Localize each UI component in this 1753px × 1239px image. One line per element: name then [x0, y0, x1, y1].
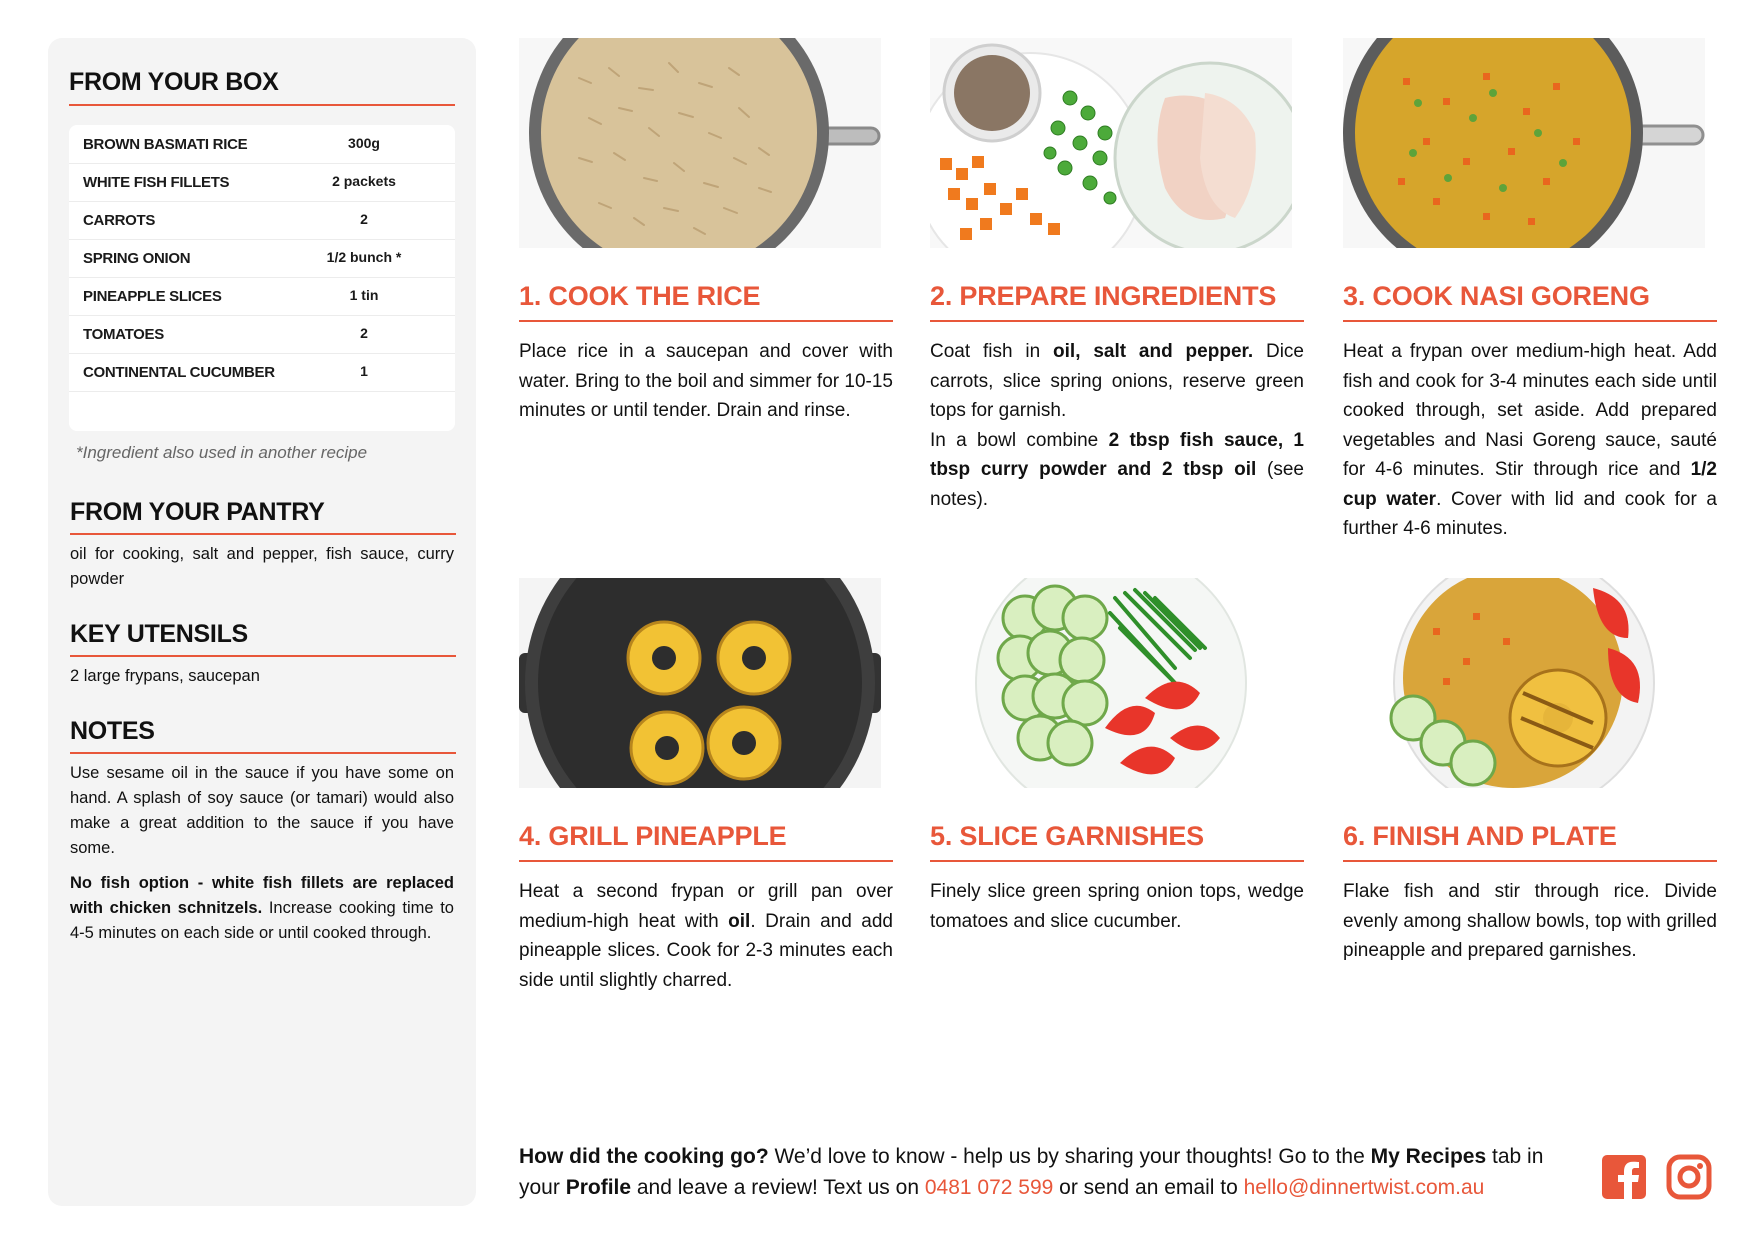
ingredient-name: CARROTS [83, 212, 156, 229]
ingredient-name: TOMATOES [83, 326, 164, 343]
step-2-image [930, 38, 1292, 248]
notes-title: NOTES [70, 717, 155, 745]
ingredient-name: CONTINENTAL CUCUMBER [83, 364, 275, 381]
table-row [69, 201, 455, 240]
step-2-title: 2. PREPARE INGREDIENTS [930, 281, 1277, 311]
table-row [69, 353, 455, 392]
divider [70, 655, 456, 657]
feedback-footer [519, 1141, 1579, 1203]
step-text-bold: 1/2 cup water [1343, 459, 1717, 510]
footnote: *Ingredient also used in another recipe [76, 443, 368, 462]
no-fish-option: No fish option - white fish fillets are replaced with chicken schnitzels. [70, 874, 454, 917]
divider [1343, 320, 1717, 322]
from-your-pantry-title: FROM YOUR PANTRY [70, 498, 325, 526]
divider [69, 104, 455, 106]
footer-text: and leave a review! Text us on [631, 1176, 925, 1199]
footer-text: or send an email to [1053, 1176, 1244, 1199]
divider [519, 860, 893, 862]
step-text-run: Finely slice green spring onion tops, wedge tomatoes and slice cucumber. [930, 881, 1304, 932]
step-text-run: . Drain and add pineapple slices. Cook for 2-3 minutes each side until slightly charred. [519, 910, 893, 991]
step-text-run: . Cover with lid and cook for a further 4-6 minutes. [1343, 488, 1717, 539]
divider [70, 533, 456, 535]
step-text-bold: oil, salt and pepper. [1053, 341, 1254, 362]
step-5-image [930, 578, 1292, 788]
table-row [69, 125, 455, 164]
ingredient-qty: 2 packets [332, 173, 396, 189]
ingredient-qty: 1 [360, 363, 368, 379]
step-4-title: 4. GRILL PINEAPPLE [519, 821, 787, 851]
step-6-title: 6. FINISH AND PLATE [1343, 821, 1617, 851]
step-3-image [1343, 38, 1705, 248]
table-row [69, 239, 455, 278]
divider [70, 752, 456, 754]
step-5-title: 5. SLICE GARNISHES [930, 821, 1204, 851]
step-4-image [519, 578, 881, 788]
step-1-text [519, 337, 893, 426]
divider [930, 860, 1304, 862]
step-5-text [930, 877, 1304, 936]
ingredient-qty: 300g [348, 135, 380, 151]
step-2-text [930, 337, 1304, 514]
table-row [69, 277, 455, 316]
step-3-text [1343, 337, 1717, 544]
utensils-text: 2 large frypans, saucepan [70, 667, 260, 685]
facebook-icon[interactable] [1601, 1154, 1647, 1200]
step-text-run: In a bowl combine [930, 429, 1109, 451]
key-utensils-title: KEY UTENSILS [70, 620, 248, 648]
step-6-image [1343, 578, 1705, 788]
divider [519, 320, 893, 322]
step-text-run: Dice carrots, slice spring onions, reserve green tops for garnish. [930, 341, 1305, 421]
step-text-bold: 2 tbsp fish sauce, 1 tbsp curry powder and 2 tbsp oil [930, 429, 1304, 480]
pantry-text: oil for cooking, salt and pepper, fish sauce, curry powder [70, 545, 454, 588]
from-your-box-title: FROM YOUR BOX [69, 68, 279, 96]
step-text-run: (see notes). [930, 459, 1304, 510]
notes-paragraph: Use sesame oil in the sauce if you have some on hand. A splash of soy sauce (or tamari) would also make a great addition to the sauce if you have some. [70, 764, 454, 857]
step-1-title: 1. COOK THE RICE [519, 281, 761, 311]
footer-text: tab in your [519, 1145, 1544, 1199]
table-row [69, 315, 455, 354]
ingredient-qty: 2 [360, 325, 368, 341]
ingredient-name: BROWN BASMATI RICE [83, 136, 248, 153]
ingredient-qty: 1 tin [349, 287, 379, 303]
notes-rest: Increase cooking time to 4-5 minutes on each side or until cooked through. [70, 899, 454, 942]
email-link[interactable]: hello@dinnertwist.com.au [1243, 1176, 1485, 1199]
step-text-run: Flake fish and stir through rice. Divide evenly among shallow bowls, top with grilled pineapple and prepared garnishes. [1343, 881, 1717, 961]
step-text-run: Heat a frypan over medium-high heat. Add fish and cook for 3-4 minutes each side until cooked through, set aside. Add prepared vegetables and Nasi Goreng sauce, sauté for 4-6 minutes. Stir through rice and [1343, 341, 1717, 480]
step-text-run: Coat fish in [930, 341, 1054, 362]
my-recipes-link[interactable]: My Recipes [1370, 1145, 1487, 1168]
ingredients-sidebar [48, 38, 476, 1206]
step-text-bold: oil [728, 910, 751, 932]
divider [1343, 860, 1717, 862]
ingredient-name: PINEAPPLE SLICES [83, 288, 222, 305]
step-4-text [519, 877, 893, 995]
ingredient-qty: 2 [360, 211, 368, 227]
ingredient-name: WHITE FISH FILLETS [83, 174, 230, 191]
instagram-icon[interactable] [1666, 1154, 1712, 1200]
divider [930, 320, 1304, 322]
step-6-text [1343, 877, 1717, 966]
table-row [69, 163, 455, 202]
step-text-run: Heat a second frypan or grill pan over medium-high heat with [519, 881, 893, 932]
step-3-title: 3. COOK NASI GORENG [1343, 281, 1650, 311]
notes-paragraph [70, 871, 454, 946]
step-text-run: Place rice in a saucepan and cover with water. Bring to the boil and simmer for 10-15 minutes or until tender. Drain and rinse. [519, 341, 893, 421]
footer-text: We’d love to know - help us by sharing your thoughts! Go to the [768, 1145, 1371, 1168]
notes-text [70, 761, 454, 956]
feedback-question: How did the cooking go? [519, 1145, 769, 1168]
profile-link[interactable]: Profile [565, 1176, 632, 1199]
ingredient-name: SPRING ONION [83, 250, 191, 267]
step-1-image [519, 38, 881, 248]
phone-link[interactable]: 0481 072 599 [924, 1176, 1054, 1199]
ingredient-table [69, 125, 455, 431]
ingredient-qty: 1/2 bunch * [326, 249, 402, 265]
